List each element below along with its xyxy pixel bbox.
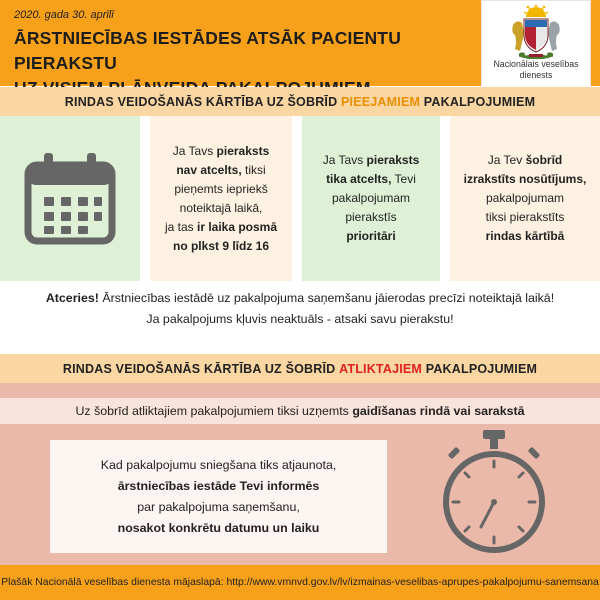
- footer-bar: [0, 565, 600, 600]
- section-postponed-heading: [0, 354, 600, 383]
- stopwatch-icon: [438, 430, 558, 558]
- card-line-3: par pakalpojuma saņemšanu,: [137, 499, 300, 514]
- p3-text: pakalpojumam: [485, 191, 565, 205]
- calendar-panel: [0, 116, 140, 281]
- p2-text: pierakstīs: [345, 210, 397, 224]
- notice-line-2: Ja pakalpojums kļuvis neaktuāls - atsaki savu pierakstu!: [146, 312, 454, 326]
- section-postponed-suffix: PAKALPOJUMIEM: [422, 361, 538, 376]
- p3-text: Ja Tev: [487, 153, 526, 167]
- notice-text: [0, 288, 600, 330]
- p2-bold: tika atcelts,: [326, 172, 392, 186]
- section-postponed-prefix: RINDAS VEIDOŠANĀS KĀRTĪBA UZ ŠOBRĪD: [62, 361, 340, 376]
- section-available-suffix: PAKALPOJUMIEM: [420, 94, 536, 109]
- section-available-heading: [0, 87, 600, 116]
- p1-text: Ja Tavs: [172, 143, 217, 158]
- panel-cancelled: [302, 116, 440, 281]
- notice-line-1: Ārstniecības iestādē uz pakalpojuma saņemšanu jāierodas precīzi noteiktajā laikā!: [98, 291, 555, 305]
- section-available-prefix: RINDAS VEIDOŠANĀS KĀRTĪBA UZ ŠOBRĪD: [64, 94, 341, 109]
- logo-text-line-1: Nacionālais veselības: [493, 59, 579, 69]
- notice-bold: Atceries!: [45, 291, 99, 305]
- calendar-icon: [24, 153, 116, 245]
- card-line-2: ārstniecības iestāde Tevi informēs: [117, 478, 320, 493]
- title-line-1: ĀRSTNIECĪBAS IESTĀDES ATSĀK PACIENTU PIERAKSTU: [14, 28, 402, 73]
- p2-text: pakalpojumam: [331, 191, 411, 205]
- p1-text: noteiktajā laikā,: [179, 200, 263, 215]
- p1-bold: ir laika posmā: [196, 219, 278, 234]
- p3-bold: rindas kārtībā: [485, 229, 565, 243]
- coat-of-arms-icon: [507, 5, 565, 59]
- p3-text: tiksi pierakstīts: [485, 210, 565, 224]
- p1-bold: nav atcelts,: [176, 162, 242, 177]
- p3-bold: izrakstīts nosūtījums,: [463, 172, 587, 186]
- card-line-1: Kad pakalpojumu sniegšana tiks atjaunota,: [100, 457, 337, 472]
- card-line-4: nosakot konkrētu datumu un laiku: [117, 520, 320, 535]
- p2-text: Tevi: [391, 172, 416, 186]
- logo-text-line-2: dienests: [519, 70, 553, 80]
- p1-text: pieņemts iepriekš: [174, 181, 268, 196]
- resume-info-card: [50, 440, 387, 553]
- footer-link-text[interactable]: Plašāk Nacionālā veselības dienesta mājaslapā: http://www.vmnvd.gov.lv/lv/izmainas-veselibas-aprupes-pakalpojumu-sanemsana: [1, 577, 599, 588]
- section-postponed-highlight: ATLIKTAJIEM: [339, 361, 423, 376]
- p2-text: Ja Tavs: [322, 153, 367, 167]
- postponed-strip-text: Uz šobrīd atliktajiem pakalpojumiem tiksi uzņemts: [75, 404, 353, 418]
- postponed-strip-bold: gaidīšanas rindā vai sarakstā: [352, 404, 525, 418]
- p1-text: ja tas: [164, 219, 197, 234]
- p3-bold: šobrīd: [525, 153, 563, 167]
- p2-bold: pieraksts: [366, 153, 420, 167]
- panel-referral: [450, 116, 600, 281]
- p1-text: tiksi: [241, 162, 266, 177]
- p1-bold: no plkst 9 līdz 16: [172, 238, 270, 253]
- p2-bold: prioritāri: [346, 229, 396, 243]
- logo-text: [482, 59, 590, 81]
- panel-not-cancelled: [150, 116, 292, 281]
- postponed-strip: [0, 398, 600, 424]
- p1-bold: pieraksts: [216, 143, 270, 158]
- date-label: 2020. gada 30. aprīlī: [14, 9, 114, 21]
- logo: [481, 0, 591, 91]
- section-available-highlight: PIEEJAMIEM: [341, 94, 421, 109]
